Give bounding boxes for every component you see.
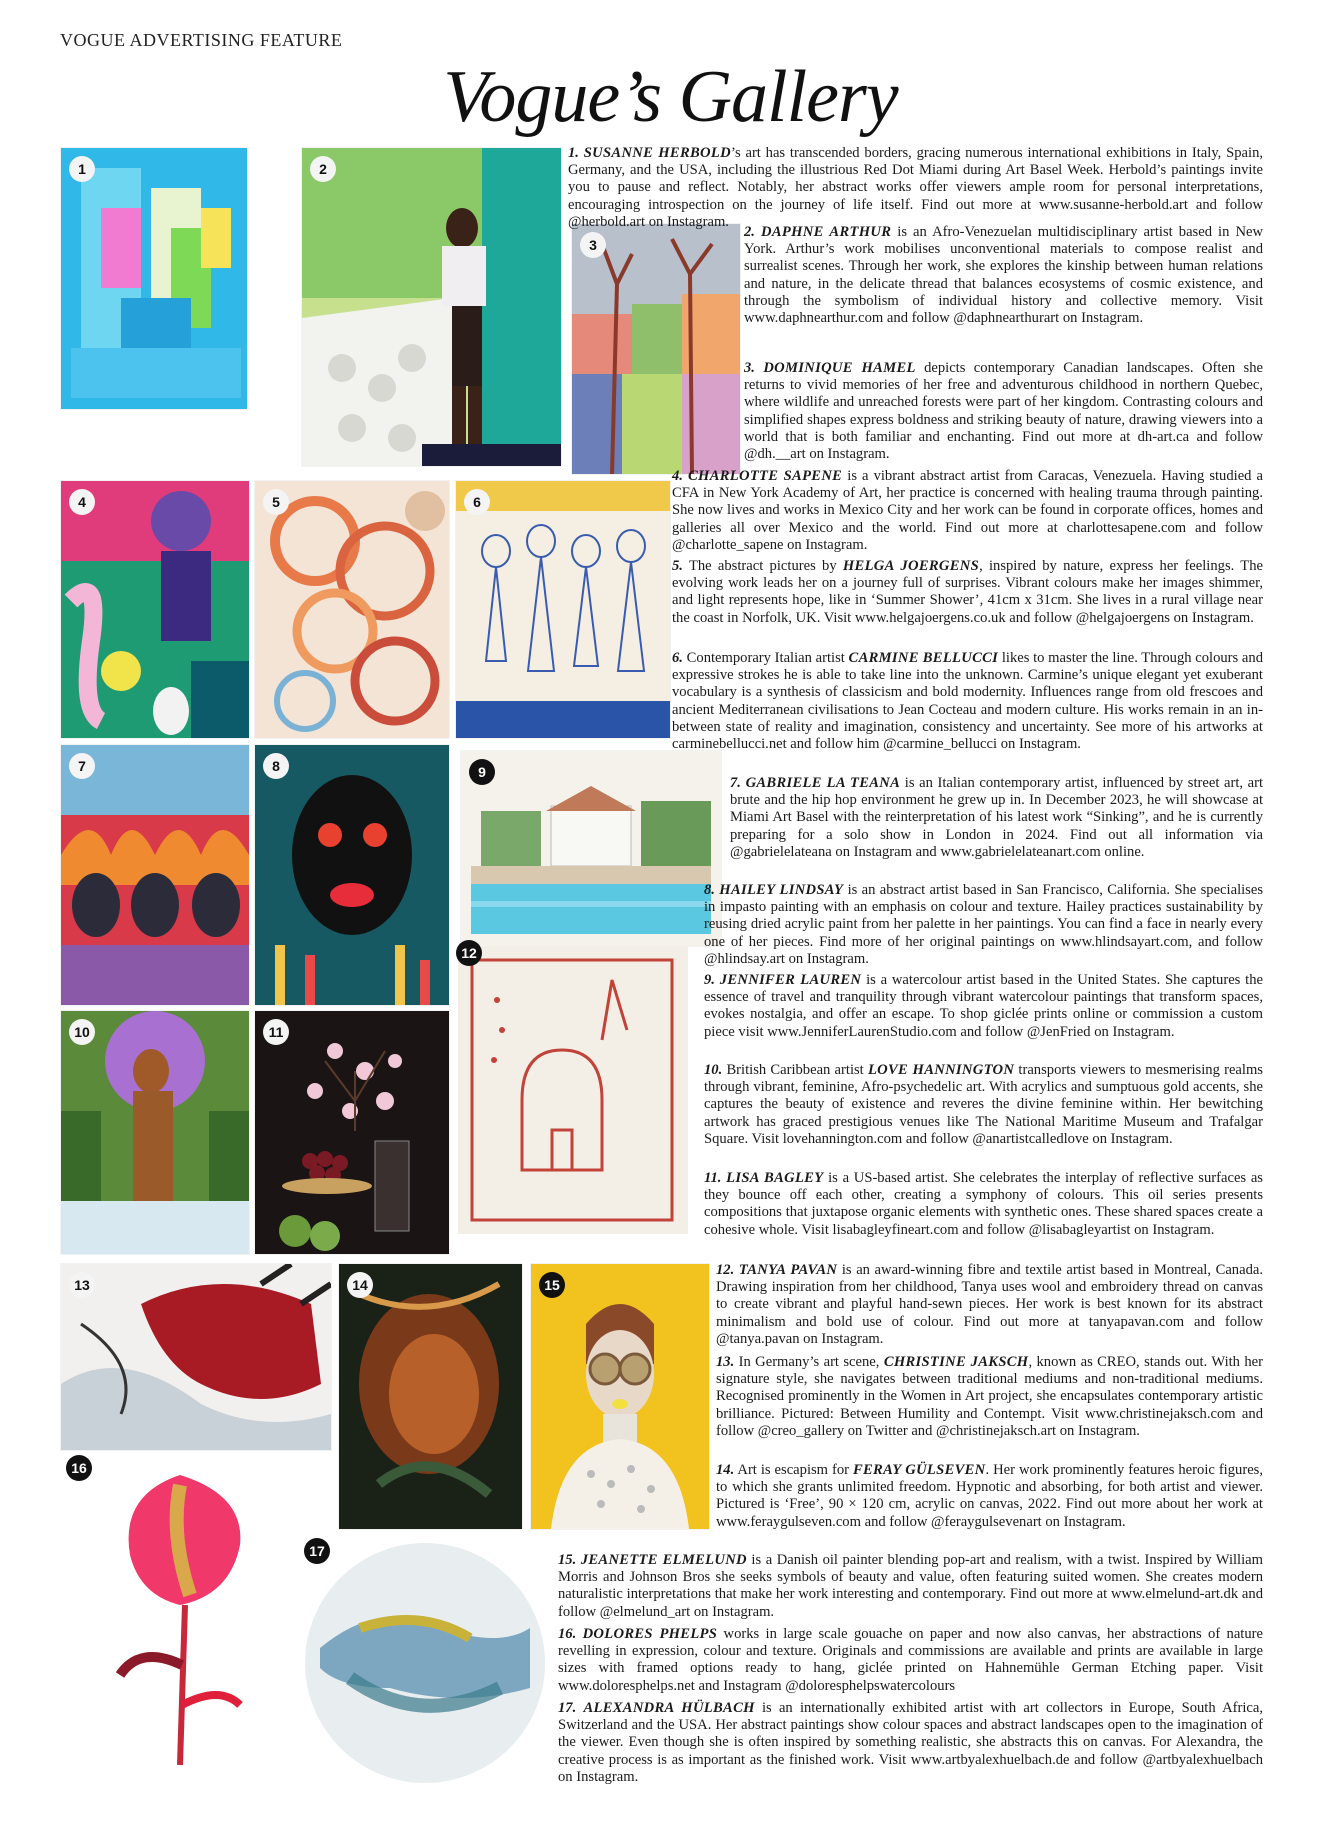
caption-7: 7. GABRIELE LA TEANA is an Italian contemporary artist, influenced by street art, art brute and the hip hop environment he grew up in. In December 2023, he will showcase at Miami Art Basel with the reinterpretation of his latest work “Sinking”, and he is currently preparing for a solo show in London in 2024. Find out all information via @gabrielelateana on Instagram and www.gabrielelateanart.com online. bbox=[730, 775, 1264, 860]
artwork-badge: 1 bbox=[69, 156, 95, 182]
artwork-4 bbox=[60, 480, 250, 739]
caption-15: 15. JEANETTE ELMELUND is a Danish oil painter blending pop-art and realism, with a twist. Inspired by William Morris and Johnson Bros she seeks symbols of beauty and value, often featuring suited women. She creates modern naturalistic interpretations that make her work interesting and contemporary. Find out more at www.elmelund-art.dk and follow @elmelund_art on Instagram. bbox=[558, 1552, 1263, 1620]
artwork-badge: 2 bbox=[310, 156, 336, 182]
artwork-14 bbox=[338, 1263, 523, 1530]
caption-14: 14. Art is escapism for FERAY GÜLSEVEN. Her work prominently features heroic figures, to which she grants unlimited freedom. Hypnotic and absorbing, for both artist and viewer. Pictured is ‘Free’, 90 × 120 cm, acrylic on canvas, 2022. Find out more about her work at www.feraygulseven.com and follow @feraygulsevenart on Instagram. bbox=[716, 1462, 1263, 1530]
artwork-15 bbox=[530, 1263, 710, 1530]
artwork-11 bbox=[254, 1010, 450, 1255]
artwork-badge: 8 bbox=[263, 753, 289, 779]
artwork-badge: 14 bbox=[347, 1272, 373, 1298]
artwork-badge: 10 bbox=[69, 1019, 95, 1045]
caption-4: 4. CHARLOTTE SAPENE is a vibrant abstract artist from Caracas, Venezuela. Having studied a CFA in New York Academy of Art, her practice is concerned with healing trauma through painting. She now lives and works in Mexico City and her work can be found in corporate offices, homes and galleries all over Mexico and the world. Find out more at charlottesapene.com and follow @charlotte_sapene on Instagram. bbox=[672, 468, 1264, 553]
caption-1: 1. SUSANNE HERBOLD’s art has transcended borders, gracing numerous international exhibitions in Italy, Spain, Germany, and the USA, including the illustrious Red Dot Miami during Art Basel Week. Herbold’s paintings invite you to pause and reflect. Notably, her abstract works offer viewers ample room for personal interpretations, encouraging introspection on the journey of life itself. Find out more at www.susanne-herbold.art and follow @herbold.art on Instagram. bbox=[568, 145, 1264, 230]
artwork-16 bbox=[60, 1455, 300, 1790]
caption-12: 12. TANYA PAVAN is an award-winning fibre and textile artist based in Montreal, Canada. Drawing inspiration from her childhood, Tanya uses wool and embroidery thread on canvas to create vibrant and playful hand-sewn pieces. Her work is best known for its abstract minimalism and bold use of colour. Find out more at tanyapavan.com and follow @tanya.pavan on Instagram. bbox=[716, 1262, 1263, 1347]
artwork-10 bbox=[60, 1010, 250, 1255]
caption-3: 3. DOMINIQUE HAMEL depicts contemporary Canadian landscapes. Often she returns to vivid memories of her free and adventurous childhood in northern Quebec, where wildlife and unreached forests were part of her kingdom. Contrasting colours and simplified shapes express boldness and striking beauty of nature, drawing viewers into a world that is both familiar and enchanting. Find out more at dh-art.ca and follow @dh.__art on Instagram. bbox=[744, 360, 1263, 463]
artwork-13 bbox=[60, 1263, 332, 1451]
caption-2: 2. DAPHNE ARTHUR is an Afro-Venezuelan multidisciplinary artist based in New York. Arthur’s work mobilises unconventional materials to compose realist and surrealist scenes. Through her work, she explores the kinship between human relations and nature, in the delicate thread that balances ecosystems of cosmic existence, and through the symbolism of individual history and collective memory. Visit www.daphnearthur.com and follow @daphnearthurart on Instagram. bbox=[744, 224, 1263, 327]
artwork-7 bbox=[60, 744, 250, 1006]
artwork-badge: 17 bbox=[304, 1538, 330, 1564]
artwork-badge: 3 bbox=[580, 232, 606, 258]
artwork-3 bbox=[571, 223, 741, 475]
caption-13: 13. In Germany’s art scene, CHRISTINE JAKSCH, known as CREO, stands out. With her signature style, she navigates between traditional mediums and non-traditional mediums. Recognised prominently in the Women in Art project, she encapsulates contemporary artistic brilliance. Pictured: Between Humility and Contempt. Visit www.christinejaksch.com and follow @creo_gallery on Twitter and @christinejaksch.art on Instagram. bbox=[716, 1354, 1263, 1439]
artwork-17 bbox=[300, 1538, 550, 1788]
artwork-6 bbox=[455, 480, 671, 739]
artwork-12 bbox=[452, 940, 694, 1240]
artwork-badge: 6 bbox=[464, 489, 490, 515]
artwork-5 bbox=[254, 480, 450, 739]
caption-5: 5. The abstract pictures by HELGA JOERGENS, inspired by nature, express her feelings. The evolving work leads her on a journey full of surprises. Vibrant colours make her images shimmer, and light represents hope, like in ‘Summer Shower’, 41cm x 31cm. She lives in a rural village near the coast in Norfolk, UK. Visit www.helgajoergens.co.uk and follow @helgajoergens on Instagram. bbox=[672, 558, 1263, 626]
artwork-badge: 15 bbox=[539, 1272, 565, 1298]
caption-10: 10. British Caribbean artist LOVE HANNINGTON transports viewers to mesmerising realms through vibrant, feminine, Afro-psychedelic art. With acrylics and sumptuous gold accents, she captures the beauty of existence and reveres the divine feminine within. Her bewitching artwork has graced prestigious venues like The National Maritime Museum and Trafalgar Square. Visit lovehannington.com and follow @anartistcalledlove on Instagram. bbox=[704, 1062, 1263, 1147]
caption-11: 11. LISA BAGLEY is a US-based artist. She celebrates the interplay of reflective surfaces as they bounce off each other, creating a symphony of colours. This oil series presents compositions that juxtapose organic elements with synthetic ones. These shared spaces create a cohesive whole. Visit lisabagleyfineart.com and follow @lisabagleyartist on Instagram. bbox=[704, 1170, 1263, 1238]
artwork-badge: 5 bbox=[263, 489, 289, 515]
caption-8: 8. HAILEY LINDSAY is an abstract artist based in San Francisco, California. She specialises in impasto painting with an emphasis on colour and texture. Hailey practices sustainability by reusing dried acrylic paint from her palette in her paintings. You can find a face in nearly every one of her pieces. Find more of her original paintings on www.hlindsayart.com, and follow @hlindsay.art on Instagram. bbox=[704, 882, 1264, 967]
artwork-badge: 4 bbox=[69, 489, 95, 515]
page-title: Vogue’s Gallery bbox=[443, 56, 898, 138]
artwork-badge: 11 bbox=[263, 1019, 289, 1045]
artwork-2 bbox=[301, 147, 562, 467]
caption-6: 6. Contemporary Italian artist CARMINE BELLUCCI likes to master the line. Through colours and expressive strokes he is able to take line into the unknown. Carmine’s unique elegant yet exuberant vocabulary is a synthesis of classicism and bold modernity. Influences range from old frescoes and ancient Mediterranean civilisations to Jean Cocteau and modern culture. His works remain in an in-between state of reality and imagination, consistency and uncertainty. See more of his artworks at carminebellucci.net and follow him @carmine_bellucci on Instagram. bbox=[672, 650, 1263, 753]
artwork-badge: 9 bbox=[469, 759, 495, 785]
artwork-badge: 13 bbox=[69, 1272, 95, 1298]
caption-9: 9. JENNIFER LAUREN is a watercolour artist based in the United States. She captures the essence of travel and tranquility through vibrant watercolour paintings that transform spaces, evokes nostalgia, and offer an escape. To shop giclée prints online or commission a custom piece visit www.JenniferLaurenStudio.com and follow @JenFried on Instagram. bbox=[704, 972, 1263, 1040]
artwork-badge: 12 bbox=[456, 940, 482, 966]
caption-16: 16. DOLORES PHELPS works in large scale gouache on paper and now also canvas, her abstractions of nature revelling in expression, colour and texture. Originals and commissions are available and prints are available in large sizes with framed options ready to hang, giclée printed on Hahnemühle German Etching paper. Visit www.doloresphelps.net and Instagram @doloresphelpswatercolours bbox=[558, 1626, 1263, 1694]
caption-17: 17. ALEXANDRA HÜLBACH is an internationally exhibited artist with art collectors in Europe, South Africa, Switzerland and the USA. Her abstract paintings show colour spaces and abstract landscapes open to the imagination of the viewer. Even though she is often inspired by something realistic, she abstracts this on canvas. For Alexandra, the creative process is as important as the finished work. Visit www.artbyalexhuelbach.de and follow @artbyalexhuelbach on Instagram. bbox=[558, 1700, 1263, 1785]
artwork-9 bbox=[460, 750, 722, 947]
kicker-label: VOGUE ADVERTISING FEATURE bbox=[60, 30, 343, 50]
artwork-badge: 16 bbox=[66, 1455, 92, 1481]
artwork-8 bbox=[254, 744, 450, 1006]
artwork-badge: 7 bbox=[69, 753, 95, 779]
artwork-1 bbox=[60, 147, 248, 410]
